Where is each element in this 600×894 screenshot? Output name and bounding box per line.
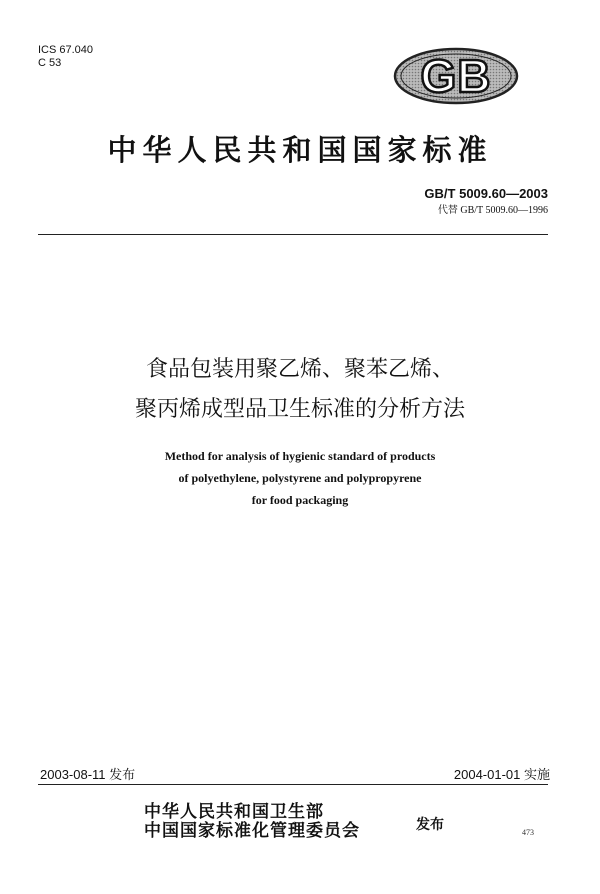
gb-logo [393,47,519,105]
national-standard-heading: 中华人民共和国国家标准 [107,133,493,167]
ics-code: ICS 67.040 [38,44,94,56]
page-number: 473 [522,828,534,837]
gb-logo-text: GB [420,50,492,102]
title-en-line3: for food packaging [251,493,349,507]
ccs-code: C 53 [38,57,62,69]
issue-date: 2003-08-11 发布 [40,767,136,782]
standard-code: GB/T 5009.60—2003 [424,186,548,201]
bottom-divider [38,784,548,785]
classification-codes [38,44,93,70]
title-en-line1: Method for analysis of hygienic standard of products [164,449,436,463]
issuer-ministry-of-health: 中华人民共和国卫生部 [144,802,324,822]
issuers-block [144,803,360,841]
replaces-code: 代替 GB/T 5009.60—1996 [437,205,548,216]
issuer-standardization-administration: 中国国家标准化管理委员会 [144,821,360,841]
title-zh-line1: 食品包装用聚乙烯、聚苯乙烯、 [145,357,454,382]
standard-code-block [424,186,548,216]
implement-date: 2004-01-01 实施 [453,767,550,782]
title-zh-line2: 聚丙烯成型品卫生标准的分析方法 [134,397,465,422]
top-divider [38,234,548,235]
title-en-line2: of polyethylene, polystyrene and polypropyrene [178,471,422,485]
issue-action: 发布 [416,817,444,833]
